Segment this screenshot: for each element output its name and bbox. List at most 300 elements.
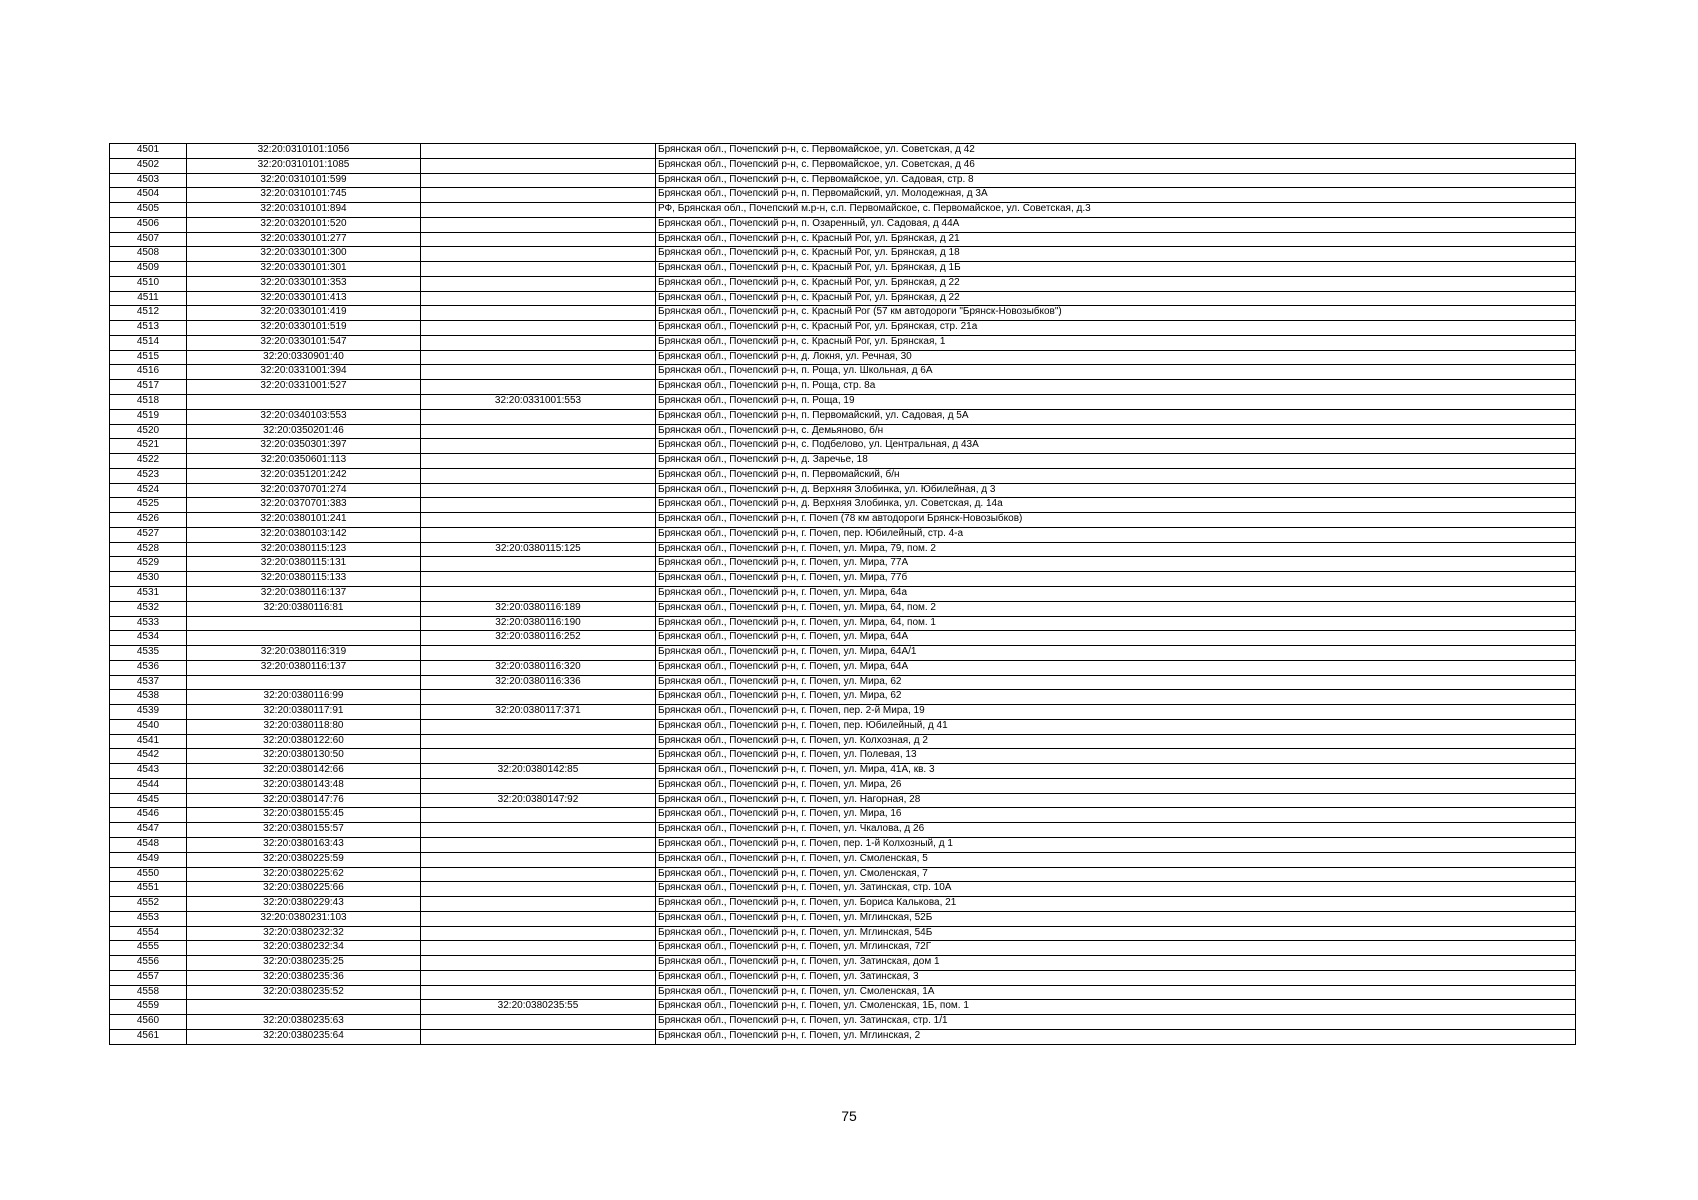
parent-cadastral-number-cell bbox=[421, 203, 656, 218]
table-row bbox=[110, 380, 1576, 395]
parent-cadastral-number-cell bbox=[421, 926, 656, 941]
table-row bbox=[110, 646, 1576, 661]
table-row bbox=[110, 439, 1576, 454]
table-row bbox=[110, 705, 1576, 720]
cadastral-number-cell: 32:20:0310101:1056 bbox=[187, 144, 421, 159]
cadastral-number-cell: 32:20:0380147:76 bbox=[187, 793, 421, 808]
row-number-cell: 4515 bbox=[110, 350, 187, 365]
table-row bbox=[110, 321, 1576, 336]
table-row bbox=[110, 144, 1576, 159]
table-row bbox=[110, 941, 1576, 956]
table-row bbox=[110, 454, 1576, 469]
address-cell: Брянская обл., Почепский р-н, с. Красный Рог, ул. Брянская, 1 bbox=[656, 335, 1576, 350]
parent-cadastral-number-cell bbox=[421, 823, 656, 838]
address-cell: Брянская обл., Почепский р-н, с. Красный Рог (57 км автодороги "Брянск-Новозыбков") bbox=[656, 306, 1576, 321]
parent-cadastral-number-cell bbox=[421, 719, 656, 734]
row-number-cell: 4555 bbox=[110, 941, 187, 956]
row-number-cell: 4501 bbox=[110, 144, 187, 159]
row-number-cell: 4526 bbox=[110, 513, 187, 528]
table-row bbox=[110, 882, 1576, 897]
table-row bbox=[110, 823, 1576, 838]
address-cell: Брянская обл., Почепский р-н, г. Почеп, ул. Мглинская, 54Б bbox=[656, 926, 1576, 941]
row-number-cell: 4506 bbox=[110, 217, 187, 232]
parent-cadastral-number-cell bbox=[421, 1015, 656, 1030]
cadastral-number-cell bbox=[187, 395, 421, 410]
table-row bbox=[110, 926, 1576, 941]
row-number-cell: 4549 bbox=[110, 852, 187, 867]
address-cell: Брянская обл., Почепский р-н, п. Роща, ул. Школьная, д 6А bbox=[656, 365, 1576, 380]
address-cell: Брянская обл., Почепский р-н, с. Красный Рог, ул. Брянская, д 1Б bbox=[656, 262, 1576, 277]
cadastral-number-cell bbox=[187, 1000, 421, 1015]
cadastral-number-cell: 32:20:0380122:60 bbox=[187, 734, 421, 749]
parent-cadastral-number-cell: 32:20:0380116:252 bbox=[421, 631, 656, 646]
row-number-cell: 4548 bbox=[110, 837, 187, 852]
address-cell: Брянская обл., Почепский р-н, г. Почеп, ул. Полевая, 13 bbox=[656, 749, 1576, 764]
parent-cadastral-number-cell: 32:20:0380116:189 bbox=[421, 601, 656, 616]
address-cell: Брянская обл., Почепский р-н, г. Почеп (78 км автодороги Брянск-Новозыбков) bbox=[656, 513, 1576, 528]
parent-cadastral-number-cell: 32:20:0380235:55 bbox=[421, 1000, 656, 1015]
cadastral-number-cell: 32:20:0380101:241 bbox=[187, 513, 421, 528]
parent-cadastral-number-cell: 32:20:0380116:320 bbox=[421, 660, 656, 675]
address-cell: Брянская обл., Почепский р-н, г. Почеп, пер. 1-й Колхозный, д 1 bbox=[656, 837, 1576, 852]
address-cell: Брянская обл., Почепский р-н, г. Почеп, ул. Мира, 64а bbox=[656, 586, 1576, 601]
cadastral-number-cell: 32:20:0380118:80 bbox=[187, 719, 421, 734]
parent-cadastral-number-cell bbox=[421, 468, 656, 483]
address-cell: Брянская обл., Почепский р-н, г. Почеп, ул. Смоленская, 5 bbox=[656, 852, 1576, 867]
address-cell: Брянская обл., Почепский р-н, г. Почеп, ул. Затинская, стр. 10А bbox=[656, 882, 1576, 897]
table-row bbox=[110, 719, 1576, 734]
table-row bbox=[110, 365, 1576, 380]
table-row bbox=[110, 1015, 1576, 1030]
parent-cadastral-number-cell bbox=[421, 144, 656, 159]
address-cell: Брянская обл., Почепский р-н, с. Красный Рог, ул. Брянская, д 18 bbox=[656, 247, 1576, 262]
table-row bbox=[110, 306, 1576, 321]
row-number-cell: 4532 bbox=[110, 601, 187, 616]
cadastral-number-cell: 32:20:0380115:133 bbox=[187, 572, 421, 587]
address-cell: Брянская обл., Почепский р-н, п. Первомайский, ул. Садовая, д 5А bbox=[656, 409, 1576, 424]
parent-cadastral-number-cell bbox=[421, 956, 656, 971]
cadastral-number-cell: 32:20:0330101:413 bbox=[187, 291, 421, 306]
parent-cadastral-number-cell bbox=[421, 852, 656, 867]
cadastral-number-cell: 32:20:0310101:599 bbox=[187, 173, 421, 188]
table-row bbox=[110, 217, 1576, 232]
parent-cadastral-number-cell bbox=[421, 262, 656, 277]
address-cell: Брянская обл., Почепский р-н, г. Почеп, ул. Мглинская, 52Б bbox=[656, 911, 1576, 926]
table-row bbox=[110, 527, 1576, 542]
row-number-cell: 4519 bbox=[110, 409, 187, 424]
cadastral-number-cell: 32:20:0380163:43 bbox=[187, 837, 421, 852]
cadastral-number-cell: 32:20:0370701:274 bbox=[187, 483, 421, 498]
row-number-cell: 4547 bbox=[110, 823, 187, 838]
row-number-cell: 4517 bbox=[110, 380, 187, 395]
row-number-cell: 4528 bbox=[110, 542, 187, 557]
address-cell: РФ, Брянская обл., Почепский м.р-н, с.п. Первомайское, с. Первомайское, ул. Советская, д.3 bbox=[656, 203, 1576, 218]
cadastral-number-cell: 32:20:0380116:99 bbox=[187, 690, 421, 705]
parent-cadastral-number-cell bbox=[421, 454, 656, 469]
table-row bbox=[110, 498, 1576, 513]
row-number-cell: 4521 bbox=[110, 439, 187, 454]
table-row bbox=[110, 897, 1576, 912]
row-number-cell: 4559 bbox=[110, 1000, 187, 1015]
parent-cadastral-number-cell bbox=[421, 232, 656, 247]
row-number-cell: 4539 bbox=[110, 705, 187, 720]
table-row bbox=[110, 350, 1576, 365]
row-number-cell: 4520 bbox=[110, 424, 187, 439]
table-row bbox=[110, 276, 1576, 291]
parent-cadastral-number-cell bbox=[421, 897, 656, 912]
cadastral-number-cell: 32:20:0380116:81 bbox=[187, 601, 421, 616]
address-cell: Брянская обл., Почепский р-н, д. Локня, ул. Речная, 30 bbox=[656, 350, 1576, 365]
row-number-cell: 4507 bbox=[110, 232, 187, 247]
parent-cadastral-number-cell: 32:20:0331001:553 bbox=[421, 395, 656, 410]
row-number-cell: 4522 bbox=[110, 454, 187, 469]
cadastral-number-cell: 32:20:0351201:242 bbox=[187, 468, 421, 483]
cadastral-number-cell: 32:20:0380130:50 bbox=[187, 749, 421, 764]
cadastral-number-cell: 32:20:0380115:131 bbox=[187, 557, 421, 572]
row-number-cell: 4546 bbox=[110, 808, 187, 823]
table-row bbox=[110, 601, 1576, 616]
address-cell: Брянская обл., Почепский р-н, г. Почеп, ул. Смоленская, 1Б, пом. 1 bbox=[656, 1000, 1576, 1015]
address-cell: Брянская обл., Почепский р-н, с. Красный Рог, ул. Брянская, д 22 bbox=[656, 276, 1576, 291]
cadastral-number-cell: 32:20:0310101:894 bbox=[187, 203, 421, 218]
address-cell: Брянская обл., Почепский р-н, г. Почеп, ул. Мглинская, 2 bbox=[656, 1029, 1576, 1044]
table-row bbox=[110, 232, 1576, 247]
page-number: 75 bbox=[841, 1108, 857, 1124]
address-cell: Брянская обл., Почепский р-н, д. Заречье, 18 bbox=[656, 454, 1576, 469]
address-cell: Брянская обл., Почепский р-н, с. Первомайское, ул. Советская, д 42 bbox=[656, 144, 1576, 159]
address-cell: Брянская обл., Почепский р-н, г. Почеп, ул. Мира, 77А bbox=[656, 557, 1576, 572]
row-number-cell: 4511 bbox=[110, 291, 187, 306]
cadastral-number-cell: 32:20:0380235:25 bbox=[187, 956, 421, 971]
row-number-cell: 4505 bbox=[110, 203, 187, 218]
parent-cadastral-number-cell bbox=[421, 380, 656, 395]
table-row bbox=[110, 867, 1576, 882]
address-cell: Брянская обл., Почепский р-н, г. Почеп, ул. Мира, 64, пом. 1 bbox=[656, 616, 1576, 631]
address-cell: Брянская обл., Почепский р-н, г. Почеп, ул. Мира, 62 bbox=[656, 675, 1576, 690]
table-row bbox=[110, 764, 1576, 779]
cadastral-number-cell: 32:20:0330101:300 bbox=[187, 247, 421, 262]
parent-cadastral-number-cell bbox=[421, 335, 656, 350]
parent-cadastral-number-cell bbox=[421, 1029, 656, 1044]
cadastral-number-cell: 32:20:0380231:103 bbox=[187, 911, 421, 926]
row-number-cell: 4503 bbox=[110, 173, 187, 188]
table-row bbox=[110, 395, 1576, 410]
table-row bbox=[110, 616, 1576, 631]
parent-cadastral-number-cell bbox=[421, 690, 656, 705]
row-number-cell: 4553 bbox=[110, 911, 187, 926]
table-row bbox=[110, 956, 1576, 971]
row-number-cell: 4543 bbox=[110, 764, 187, 779]
cadastral-number-cell bbox=[187, 675, 421, 690]
parent-cadastral-number-cell bbox=[421, 557, 656, 572]
row-number-cell: 4518 bbox=[110, 395, 187, 410]
cadastral-number-cell: 32:20:0340103:553 bbox=[187, 409, 421, 424]
address-cell: Брянская обл., Почепский р-н, п. Первомайский, б/н bbox=[656, 468, 1576, 483]
cadastral-number-cell: 32:20:0380235:64 bbox=[187, 1029, 421, 1044]
row-number-cell: 4552 bbox=[110, 897, 187, 912]
row-number-cell: 4537 bbox=[110, 675, 187, 690]
row-number-cell: 4541 bbox=[110, 734, 187, 749]
table-row bbox=[110, 262, 1576, 277]
cadastral-number-cell: 32:20:0380155:57 bbox=[187, 823, 421, 838]
address-cell: Брянская обл., Почепский р-н, п. Первомайский, ул. Молодежная, д 3А bbox=[656, 188, 1576, 203]
address-cell: Брянская обл., Почепский р-н, г. Почеп, ул. Колхозная, д 2 bbox=[656, 734, 1576, 749]
address-cell: Брянская обл., Почепский р-н, г. Почеп, ул. Мира, 26 bbox=[656, 778, 1576, 793]
table-row bbox=[110, 572, 1576, 587]
row-number-cell: 4550 bbox=[110, 867, 187, 882]
address-cell: Брянская обл., Почепский р-н, г. Почеп, ул. Мира, 77б bbox=[656, 572, 1576, 587]
table-row bbox=[110, 158, 1576, 173]
parent-cadastral-number-cell bbox=[421, 188, 656, 203]
address-cell: Брянская обл., Почепский р-н, д. Верхняя Злобинка, ул. Советская, д. 14а bbox=[656, 498, 1576, 513]
parent-cadastral-number-cell bbox=[421, 276, 656, 291]
cadastral-number-cell: 32:20:0330901:40 bbox=[187, 350, 421, 365]
parent-cadastral-number-cell bbox=[421, 498, 656, 513]
cadastral-number-cell: 32:20:0330101:353 bbox=[187, 276, 421, 291]
parent-cadastral-number-cell: 32:20:0380117:371 bbox=[421, 705, 656, 720]
address-cell: Брянская обл., Почепский р-н, г. Почеп, ул. Чкалова, д 26 bbox=[656, 823, 1576, 838]
row-number-cell: 4540 bbox=[110, 719, 187, 734]
parent-cadastral-number-cell bbox=[421, 306, 656, 321]
cadastral-number-cell: 32:20:0380232:34 bbox=[187, 941, 421, 956]
address-cell: Брянская обл., Почепский р-н, г. Почеп, ул. Смоленская, 7 bbox=[656, 867, 1576, 882]
row-number-cell: 4542 bbox=[110, 749, 187, 764]
row-number-cell: 4557 bbox=[110, 970, 187, 985]
cadastral-number-cell: 32:20:0350601:113 bbox=[187, 454, 421, 469]
table-row bbox=[110, 690, 1576, 705]
address-cell: Брянская обл., Почепский р-н, г. Почеп, ул. Мглинская, 72Г bbox=[656, 941, 1576, 956]
parent-cadastral-number-cell bbox=[421, 867, 656, 882]
address-cell: Брянская обл., Почепский р-н, г. Почеп, ул. Мира, 64А bbox=[656, 631, 1576, 646]
cadastral-number-cell: 32:20:0350301:397 bbox=[187, 439, 421, 454]
cadastral-number-cell: 32:20:0330101:419 bbox=[187, 306, 421, 321]
table-row bbox=[110, 468, 1576, 483]
registry-table bbox=[109, 143, 1576, 1045]
address-cell: Брянская обл., Почепский р-н, г. Почеп, ул. Мира, 16 bbox=[656, 808, 1576, 823]
parent-cadastral-number-cell bbox=[421, 572, 656, 587]
parent-cadastral-number-cell bbox=[421, 409, 656, 424]
address-cell: Брянская обл., Почепский р-н, с. Первомайское, ул. Садовая, стр. 8 bbox=[656, 173, 1576, 188]
row-number-cell: 4502 bbox=[110, 158, 187, 173]
cadastral-number-cell: 32:20:0380143:48 bbox=[187, 778, 421, 793]
address-cell: Брянская обл., Почепский р-н, с. Демьяново, б/н bbox=[656, 424, 1576, 439]
cadastral-number-cell: 32:20:0380225:59 bbox=[187, 852, 421, 867]
cadastral-number-cell: 32:20:0380225:66 bbox=[187, 882, 421, 897]
table-row bbox=[110, 734, 1576, 749]
address-cell: Брянская обл., Почепский р-н, п. Озаренный, ул. Садовая, д 44А bbox=[656, 217, 1576, 232]
parent-cadastral-number-cell: 32:20:0380116:336 bbox=[421, 675, 656, 690]
table-row bbox=[110, 586, 1576, 601]
parent-cadastral-number-cell bbox=[421, 439, 656, 454]
row-number-cell: 4508 bbox=[110, 247, 187, 262]
row-number-cell: 4561 bbox=[110, 1029, 187, 1044]
table-row bbox=[110, 335, 1576, 350]
row-number-cell: 4510 bbox=[110, 276, 187, 291]
table-row bbox=[110, 778, 1576, 793]
registry-table-body bbox=[110, 144, 1576, 1045]
row-number-cell: 4524 bbox=[110, 483, 187, 498]
address-cell: Брянская обл., Почепский р-н, г. Почеп, ул. Бориса Калькова, 21 bbox=[656, 897, 1576, 912]
cadastral-number-cell: 32:20:0380117:91 bbox=[187, 705, 421, 720]
table-row bbox=[110, 837, 1576, 852]
address-cell: Брянская обл., Почепский р-н, г. Почеп, ул. Нагорная, 28 bbox=[656, 793, 1576, 808]
cadastral-number-cell: 32:20:0380116:319 bbox=[187, 646, 421, 661]
row-number-cell: 4556 bbox=[110, 956, 187, 971]
table-row bbox=[110, 631, 1576, 646]
parent-cadastral-number-cell bbox=[421, 941, 656, 956]
cadastral-number-cell: 32:20:0310101:1085 bbox=[187, 158, 421, 173]
cadastral-number-cell: 32:20:0380103:142 bbox=[187, 527, 421, 542]
table-row bbox=[110, 985, 1576, 1000]
row-number-cell: 4512 bbox=[110, 306, 187, 321]
cadastral-number-cell: 32:20:0380232:32 bbox=[187, 926, 421, 941]
table-row bbox=[110, 557, 1576, 572]
row-number-cell: 4558 bbox=[110, 985, 187, 1000]
table-row bbox=[110, 749, 1576, 764]
table-row bbox=[110, 188, 1576, 203]
cadastral-number-cell: 32:20:0380116:137 bbox=[187, 586, 421, 601]
row-number-cell: 4545 bbox=[110, 793, 187, 808]
address-cell: Брянская обл., Почепский р-н, г. Почеп, ул. Затинская, 3 bbox=[656, 970, 1576, 985]
parent-cadastral-number-cell bbox=[421, 483, 656, 498]
row-number-cell: 4529 bbox=[110, 557, 187, 572]
table-row bbox=[110, 247, 1576, 262]
address-cell: Брянская обл., Почепский р-н, с. Подбелово, ул. Центральная, д 43А bbox=[656, 439, 1576, 454]
cadastral-number-cell: 32:20:0370701:383 bbox=[187, 498, 421, 513]
row-number-cell: 4525 bbox=[110, 498, 187, 513]
parent-cadastral-number-cell bbox=[421, 291, 656, 306]
cadastral-number-cell: 32:20:0380116:137 bbox=[187, 660, 421, 675]
cadastral-number-cell bbox=[187, 631, 421, 646]
parent-cadastral-number-cell bbox=[421, 749, 656, 764]
row-number-cell: 4533 bbox=[110, 616, 187, 631]
table-row bbox=[110, 424, 1576, 439]
parent-cadastral-number-cell bbox=[421, 586, 656, 601]
address-cell: Брянская обл., Почепский р-н, г. Почеп, пер. 2-й Мира, 19 bbox=[656, 705, 1576, 720]
parent-cadastral-number-cell bbox=[421, 158, 656, 173]
cadastral-number-cell: 32:20:0310101:745 bbox=[187, 188, 421, 203]
cadastral-number-cell: 32:20:0350201:46 bbox=[187, 424, 421, 439]
parent-cadastral-number-cell bbox=[421, 217, 656, 232]
cadastral-number-cell: 32:20:0380115:123 bbox=[187, 542, 421, 557]
address-cell: Брянская обл., Почепский р-н, д. Верхняя Злобинка, ул. Юбилейная, д 3 bbox=[656, 483, 1576, 498]
row-number-cell: 4538 bbox=[110, 690, 187, 705]
cadastral-number-cell: 32:20:0380229:43 bbox=[187, 897, 421, 912]
row-number-cell: 4544 bbox=[110, 778, 187, 793]
address-cell: Брянская обл., Почепский р-н, г. Почеп, ул. Мира, 41А, кв. 3 bbox=[656, 764, 1576, 779]
table-row bbox=[110, 808, 1576, 823]
row-number-cell: 4536 bbox=[110, 660, 187, 675]
parent-cadastral-number-cell bbox=[421, 247, 656, 262]
address-cell: Брянская обл., Почепский р-н, г. Почеп, ул. Мира, 64А/1 bbox=[656, 646, 1576, 661]
parent-cadastral-number-cell bbox=[421, 646, 656, 661]
address-cell: Брянская обл., Почепский р-н, г. Почеп, ул. Затинская, дом 1 bbox=[656, 956, 1576, 971]
cadastral-number-cell: 32:20:0330101:519 bbox=[187, 321, 421, 336]
table-row bbox=[110, 173, 1576, 188]
cadastral-number-cell: 32:20:0330101:277 bbox=[187, 232, 421, 247]
table-row bbox=[110, 409, 1576, 424]
row-number-cell: 4535 bbox=[110, 646, 187, 661]
cadastral-number-cell: 32:20:0380235:52 bbox=[187, 985, 421, 1000]
row-number-cell: 4527 bbox=[110, 527, 187, 542]
parent-cadastral-number-cell bbox=[421, 734, 656, 749]
table-row bbox=[110, 660, 1576, 675]
table-row bbox=[110, 542, 1576, 557]
address-cell: Брянская обл., Почепский р-н, г. Почеп, ул. Смоленская, 1А bbox=[656, 985, 1576, 1000]
table-row bbox=[110, 675, 1576, 690]
cadastral-number-cell: 32:20:0380142:66 bbox=[187, 764, 421, 779]
row-number-cell: 4531 bbox=[110, 586, 187, 601]
parent-cadastral-number-cell bbox=[421, 365, 656, 380]
cadastral-number-cell bbox=[187, 616, 421, 631]
cadastral-number-cell: 32:20:0331001:394 bbox=[187, 365, 421, 380]
row-number-cell: 4551 bbox=[110, 882, 187, 897]
row-number-cell: 4514 bbox=[110, 335, 187, 350]
table-row bbox=[110, 483, 1576, 498]
address-cell: Брянская обл., Почепский р-н, г. Почеп, ул. Мира, 64, пом. 2 bbox=[656, 601, 1576, 616]
parent-cadastral-number-cell: 32:20:0380147:92 bbox=[421, 793, 656, 808]
address-cell: Брянская обл., Почепский р-н, г. Почеп, пер. Юбилейный, стр. 4-а bbox=[656, 527, 1576, 542]
parent-cadastral-number-cell bbox=[421, 778, 656, 793]
table-row bbox=[110, 291, 1576, 306]
row-number-cell: 4504 bbox=[110, 188, 187, 203]
parent-cadastral-number-cell bbox=[421, 173, 656, 188]
parent-cadastral-number-cell bbox=[421, 837, 656, 852]
parent-cadastral-number-cell bbox=[421, 321, 656, 336]
parent-cadastral-number-cell bbox=[421, 527, 656, 542]
cadastral-number-cell: 32:20:0380235:36 bbox=[187, 970, 421, 985]
cadastral-number-cell: 32:20:0331001:527 bbox=[187, 380, 421, 395]
address-cell: Брянская обл., Почепский р-н, с. Красный Рог, ул. Брянская, д 22 bbox=[656, 291, 1576, 306]
cadastral-number-cell: 32:20:0320101:520 bbox=[187, 217, 421, 232]
cadastral-number-cell: 32:20:0380155:45 bbox=[187, 808, 421, 823]
table-row bbox=[110, 1000, 1576, 1015]
address-cell: Брянская обл., Почепский р-н, г. Почеп, пер. Юбилейный, д 41 bbox=[656, 719, 1576, 734]
parent-cadastral-number-cell bbox=[421, 350, 656, 365]
address-cell: Брянская обл., Почепский р-н, п. Роща, стр. 8а bbox=[656, 380, 1576, 395]
cadastral-number-cell: 32:20:0380235:63 bbox=[187, 1015, 421, 1030]
cadastral-number-cell: 32:20:0380225:62 bbox=[187, 867, 421, 882]
table-row bbox=[110, 911, 1576, 926]
row-number-cell: 4530 bbox=[110, 572, 187, 587]
address-cell: Брянская обл., Почепский р-н, г. Почеп, ул. Мира, 79, пом. 2 bbox=[656, 542, 1576, 557]
parent-cadastral-number-cell bbox=[421, 513, 656, 528]
row-number-cell: 4554 bbox=[110, 926, 187, 941]
parent-cadastral-number-cell bbox=[421, 970, 656, 985]
table-row bbox=[110, 203, 1576, 218]
address-cell: Брянская обл., Почепский р-н, с. Красный Рог, ул. Брянская, стр. 21а bbox=[656, 321, 1576, 336]
table-row bbox=[110, 970, 1576, 985]
table-row bbox=[110, 1029, 1576, 1044]
cadastral-number-cell: 32:20:0330101:301 bbox=[187, 262, 421, 277]
address-cell: Брянская обл., Почепский р-н, с. Красный Рог, ул. Брянская, д 21 bbox=[656, 232, 1576, 247]
table-row bbox=[110, 852, 1576, 867]
row-number-cell: 4534 bbox=[110, 631, 187, 646]
parent-cadastral-number-cell bbox=[421, 911, 656, 926]
address-cell: Брянская обл., Почепский р-н, с. Первомайское, ул. Советская, д 46 bbox=[656, 158, 1576, 173]
row-number-cell: 4516 bbox=[110, 365, 187, 380]
parent-cadastral-number-cell bbox=[421, 424, 656, 439]
address-cell: Брянская обл., Почепский р-н, г. Почеп, ул. Мира, 64А bbox=[656, 660, 1576, 675]
table-row bbox=[110, 513, 1576, 528]
address-cell: Брянская обл., Почепский р-н, п. Роща, 19 bbox=[656, 395, 1576, 410]
table-row bbox=[110, 793, 1576, 808]
row-number-cell: 4560 bbox=[110, 1015, 187, 1030]
parent-cadastral-number-cell: 32:20:0380115:125 bbox=[421, 542, 656, 557]
row-number-cell: 4509 bbox=[110, 262, 187, 277]
cadastral-number-cell: 32:20:0330101:547 bbox=[187, 335, 421, 350]
parent-cadastral-number-cell: 32:20:0380142:85 bbox=[421, 764, 656, 779]
